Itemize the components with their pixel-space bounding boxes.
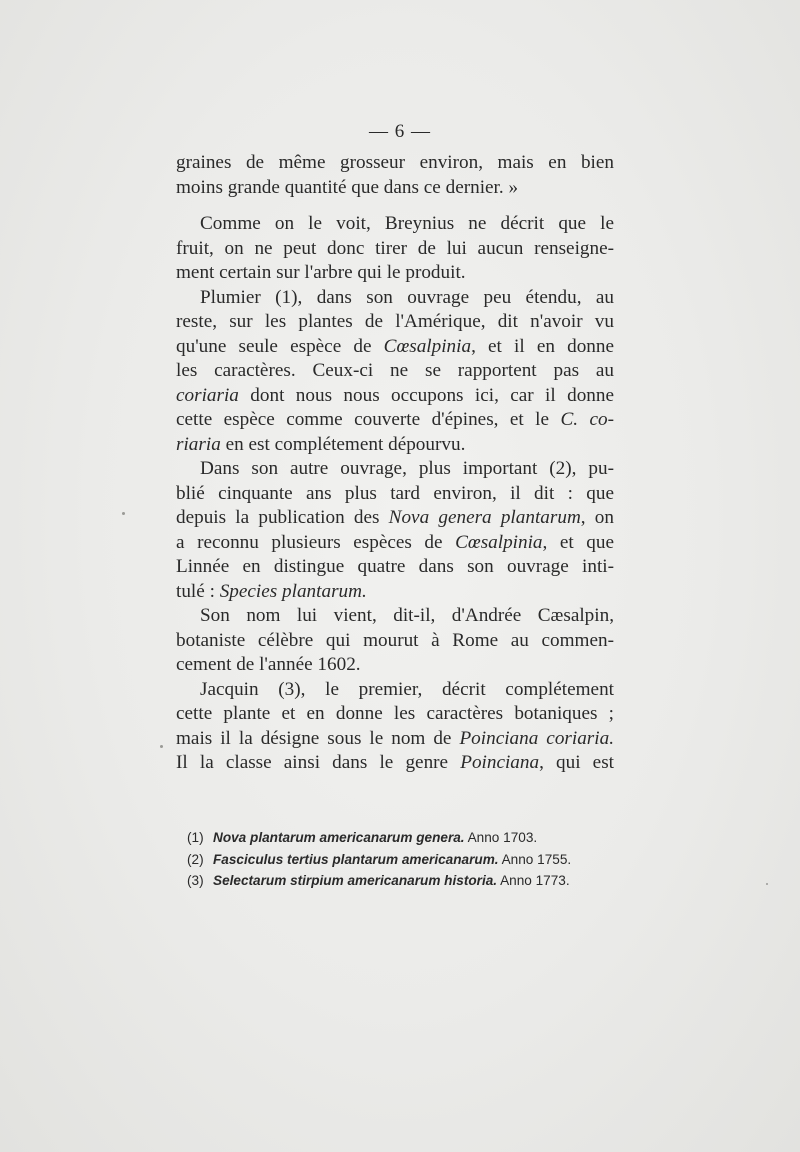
italic-term: Poinciana coriaria. (459, 727, 614, 749)
footnote-number: (2) (187, 851, 204, 867)
text-line: cette espèce comme couverte d'épines, et le C. co- (176, 409, 614, 430)
footnote-number: (1) (187, 830, 204, 845)
paragraph (176, 151, 614, 200)
text-line: coriaria dont nous nous occupons ici, car il donne (176, 384, 614, 406)
body-text (176, 151, 614, 776)
footnotes (187, 827, 607, 892)
paragraph (176, 457, 614, 604)
text-line: Il la classe ainsi dans le genre Poinciana, qui est (176, 752, 614, 773)
page-number: — 6 — (369, 121, 431, 142)
italic-term: Cœsalpinia (383, 335, 472, 357)
footnote-title: Fasciculus tertius plantarum americanarum. (213, 851, 499, 867)
text-line: moins grande quantité que dans ce dernier. » (176, 176, 519, 198)
footnote (187, 870, 607, 892)
italic-term: C. co- (560, 409, 614, 430)
footnote-number: (3) (187, 873, 204, 888)
text-line: a reconnu plusieurs espèces de Cœsalpinia, et que (176, 531, 614, 553)
footnote-year: Anno 1703. (467, 830, 538, 845)
italic-term: coriaria (176, 384, 239, 406)
text-line: fruit, on ne peut donc tirer de lui aucun renseigne- (176, 237, 614, 259)
text-line: blié cinquante ans plus tard environ, il dit : que (176, 482, 614, 504)
text-line: Son nom lui vient, dit-il, d'Andrée Cæsalpin, (200, 605, 614, 626)
paragraph (176, 212, 614, 286)
italic-term: Poinciana (460, 752, 540, 773)
text-line: Dans son autre ouvrage, plus important (2), pu- (200, 458, 614, 479)
text-line: qu'une seule espèce de Cœsalpinia, et il en donne (176, 335, 615, 357)
footnote-year: Anno 1773. (500, 873, 570, 888)
text-line: les caractères. Ceux-ci ne se rapportent pas au (176, 360, 614, 381)
paper-speck (122, 512, 125, 515)
text-line: graines de même grosseur environ, mais en bien (176, 152, 614, 173)
paragraph (176, 678, 614, 776)
text-line: ment certain sur l'arbre qui le produit. (176, 262, 466, 283)
text-line: cette plante et en donne les caractères botaniques ; (176, 703, 614, 724)
footnote (187, 849, 607, 871)
text-line: botaniste célèbre qui mourut à Rome au commen- (176, 629, 614, 651)
italic-term: Cœsalpinia (455, 531, 543, 553)
italic-term: Nova genera plantarum (388, 507, 581, 528)
text-line: Linnée en distingue quatre dans son ouvrage inti- (176, 556, 614, 577)
text-line: mais il la désigne sous le nom de Poinciana coriaria. (176, 727, 614, 749)
paper-speck (160, 745, 163, 748)
text-line: cement de l'année 1602. (176, 654, 361, 675)
paragraph (176, 604, 614, 678)
text-line: depuis la publication des Nova genera plantarum, on (176, 507, 614, 528)
text-line: reste, sur les plantes de l'Amérique, dit n'avoir vu (176, 311, 614, 332)
italic-term: riaria (176, 433, 221, 455)
paragraph (176, 286, 614, 458)
text-line: Jacquin (3), le premier, décrit complétement (200, 678, 614, 700)
footnote-year: Anno 1755. (501, 851, 572, 867)
text-line: Comme on le voit, Breynius ne décrit que le (200, 213, 614, 234)
footnote-title: Selectarum stirpium americanarum historia. (213, 873, 498, 888)
paper-speck (766, 883, 768, 885)
text-line: Plumier (1), dans son ouvrage peu étendu, au (200, 286, 614, 308)
footnote-title: Nova plantarum americanarum genera. (213, 830, 465, 845)
text-line: tulé : Species plantarum. (176, 580, 367, 602)
text-line: riaria en est complétement dépourvu. (176, 433, 466, 455)
italic-term: Species plantarum. (219, 580, 367, 602)
footnote (187, 827, 607, 849)
